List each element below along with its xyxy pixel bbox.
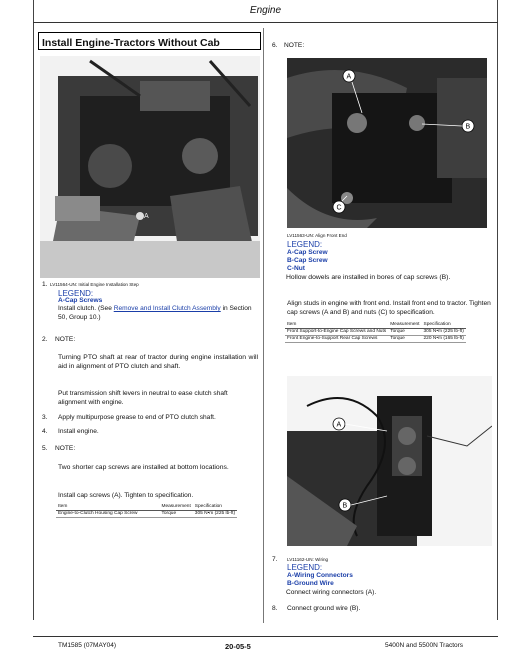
legend-item-b-cap-screw: B-Cap Screw	[287, 257, 328, 264]
legend-item-a-cap-screw: A-Cap Screw	[287, 249, 328, 256]
wiring-photo	[287, 376, 492, 546]
procedure-title-box	[38, 32, 261, 50]
step-2-note: Turning PTO shaft at rear of tractor during engine installation will aid in alignment of PTO clutch and shaft.	[58, 354, 258, 370]
step-3-number: 3.	[42, 414, 48, 421]
table-header-measurement: Measurement	[161, 504, 191, 509]
step-3-text: Apply multipurpose grease to end of PTO clutch shaft.	[58, 414, 216, 421]
step-1-legend-title: LEGEND:	[58, 289, 94, 298]
table-header-measurement: Measurement	[390, 322, 420, 327]
table-cell-item: Engine-to-Clutch Housing Cap Screw	[56, 511, 159, 518]
legend-item-wiring-connectors: A-Wiring Connectors	[287, 572, 353, 579]
table-header-item: Item	[56, 504, 159, 511]
callout-a-text: A	[336, 421, 342, 429]
table-cell-measurement: Torque	[388, 336, 421, 343]
step-4-number: 4.	[42, 428, 48, 435]
table-cell-spec: 305 N•m (225 lb-ft)	[194, 511, 236, 516]
table-header-item: Item	[285, 322, 388, 329]
table-row	[285, 329, 466, 336]
table-cell-measurement: Torque	[388, 329, 421, 336]
legend-item-ground-wire: B-Ground Wire	[287, 580, 334, 587]
right-photo1-caption: LV11563-UN: Align Front End	[287, 233, 347, 238]
step-7-text: Connect wiring connectors (A).	[286, 589, 377, 596]
step-1-text	[58, 305, 258, 322]
table-row	[285, 336, 466, 343]
procedure-title: Install Engine-Tractors Without Cab	[42, 37, 220, 49]
footer-model: 5400N and 5500N Tractors	[385, 642, 464, 649]
front-end-alignment-photo	[287, 58, 487, 228]
table-cell-item: Front Support-to-Engine Cap Screws and Nuts	[287, 329, 387, 334]
table-header-spec: Specification	[193, 504, 237, 511]
callout-b-text: B	[342, 502, 348, 510]
footer-manual-id: TM1585 (07MAY04)	[58, 642, 117, 649]
section-title: Engine	[249, 5, 282, 16]
step-6-note-label: NOTE:	[284, 42, 305, 49]
step-2-number: 2.	[42, 336, 48, 343]
page-header	[33, 0, 498, 22]
right-legend-1-title: LEGEND:	[287, 240, 323, 249]
footer-page-number: 20-05-5	[225, 642, 251, 651]
column-divider	[263, 28, 264, 623]
step-7-caption: LV11162-UN: Wiring	[287, 557, 329, 562]
table-cell-measurement: Torque	[159, 511, 192, 518]
footer-rule	[33, 636, 498, 637]
left-spec-table	[56, 504, 237, 518]
svg-text:A: A	[144, 213, 149, 220]
table-row	[56, 511, 237, 518]
step-6-note: Hollow dowels are installed in bores of cap screws (B).	[286, 274, 451, 281]
step-1-legend-item-a: A-Cap Screws	[58, 297, 103, 304]
step-1-number: 1.	[42, 281, 48, 288]
step-8-text: Connect ground wire (B).	[287, 605, 361, 612]
table-cell-item: Front Engine-to-Support Rear Cap Screws	[285, 336, 388, 343]
right-spec-table	[285, 322, 466, 343]
callout-b-text: B	[465, 123, 471, 131]
left-photo-caption: LV11564-UN: Initial Engine Installation Step	[50, 282, 139, 287]
step-4-text: Install engine.	[58, 428, 99, 435]
step-5-number: 5.	[42, 445, 48, 452]
table-header-spec: Specification	[422, 322, 466, 329]
step-5-note: Two shorter cap screws are installed at bottom locations.	[58, 464, 229, 471]
align-instructions: Align studs in engine with front end. Install front end to tractor. Tighten cap screws (A and B) and nuts (C) to specification.	[287, 300, 491, 316]
step-2-note-label: NOTE:	[55, 336, 76, 343]
clutch-assembly-link[interactable]: Remove and Install Clutch Assembly	[113, 305, 221, 312]
engine-installation-photo	[40, 56, 260, 278]
table-cell-spec: 220 N•m (165 lb-ft)	[423, 336, 464, 341]
step-1-text-before: Install clutch. (See	[58, 305, 114, 312]
callout-c-text: C	[336, 204, 342, 212]
step-6-number: 6.	[272, 42, 278, 49]
step-2-sub: Put transmission shift levers in neutral to ease clutch shaft alignment with engine.	[58, 390, 228, 406]
step-5-note-label: NOTE:	[55, 445, 76, 452]
step-1-text-after: in Section 50, Group 10.)	[58, 305, 252, 321]
header-rule	[33, 22, 498, 23]
step-7-legend-title: LEGEND:	[287, 563, 323, 572]
table-cell-spec: 305 N•m (225 lb-ft)	[423, 329, 464, 334]
step-7-number: 7.	[272, 556, 278, 563]
legend-item-c-nut: C-Nut	[287, 265, 305, 272]
step-5-sub: Install cap screws (A). Tighten to specification.	[58, 492, 194, 499]
step-8-number: 8.	[272, 605, 278, 612]
callout-a-text: A	[346, 73, 352, 81]
